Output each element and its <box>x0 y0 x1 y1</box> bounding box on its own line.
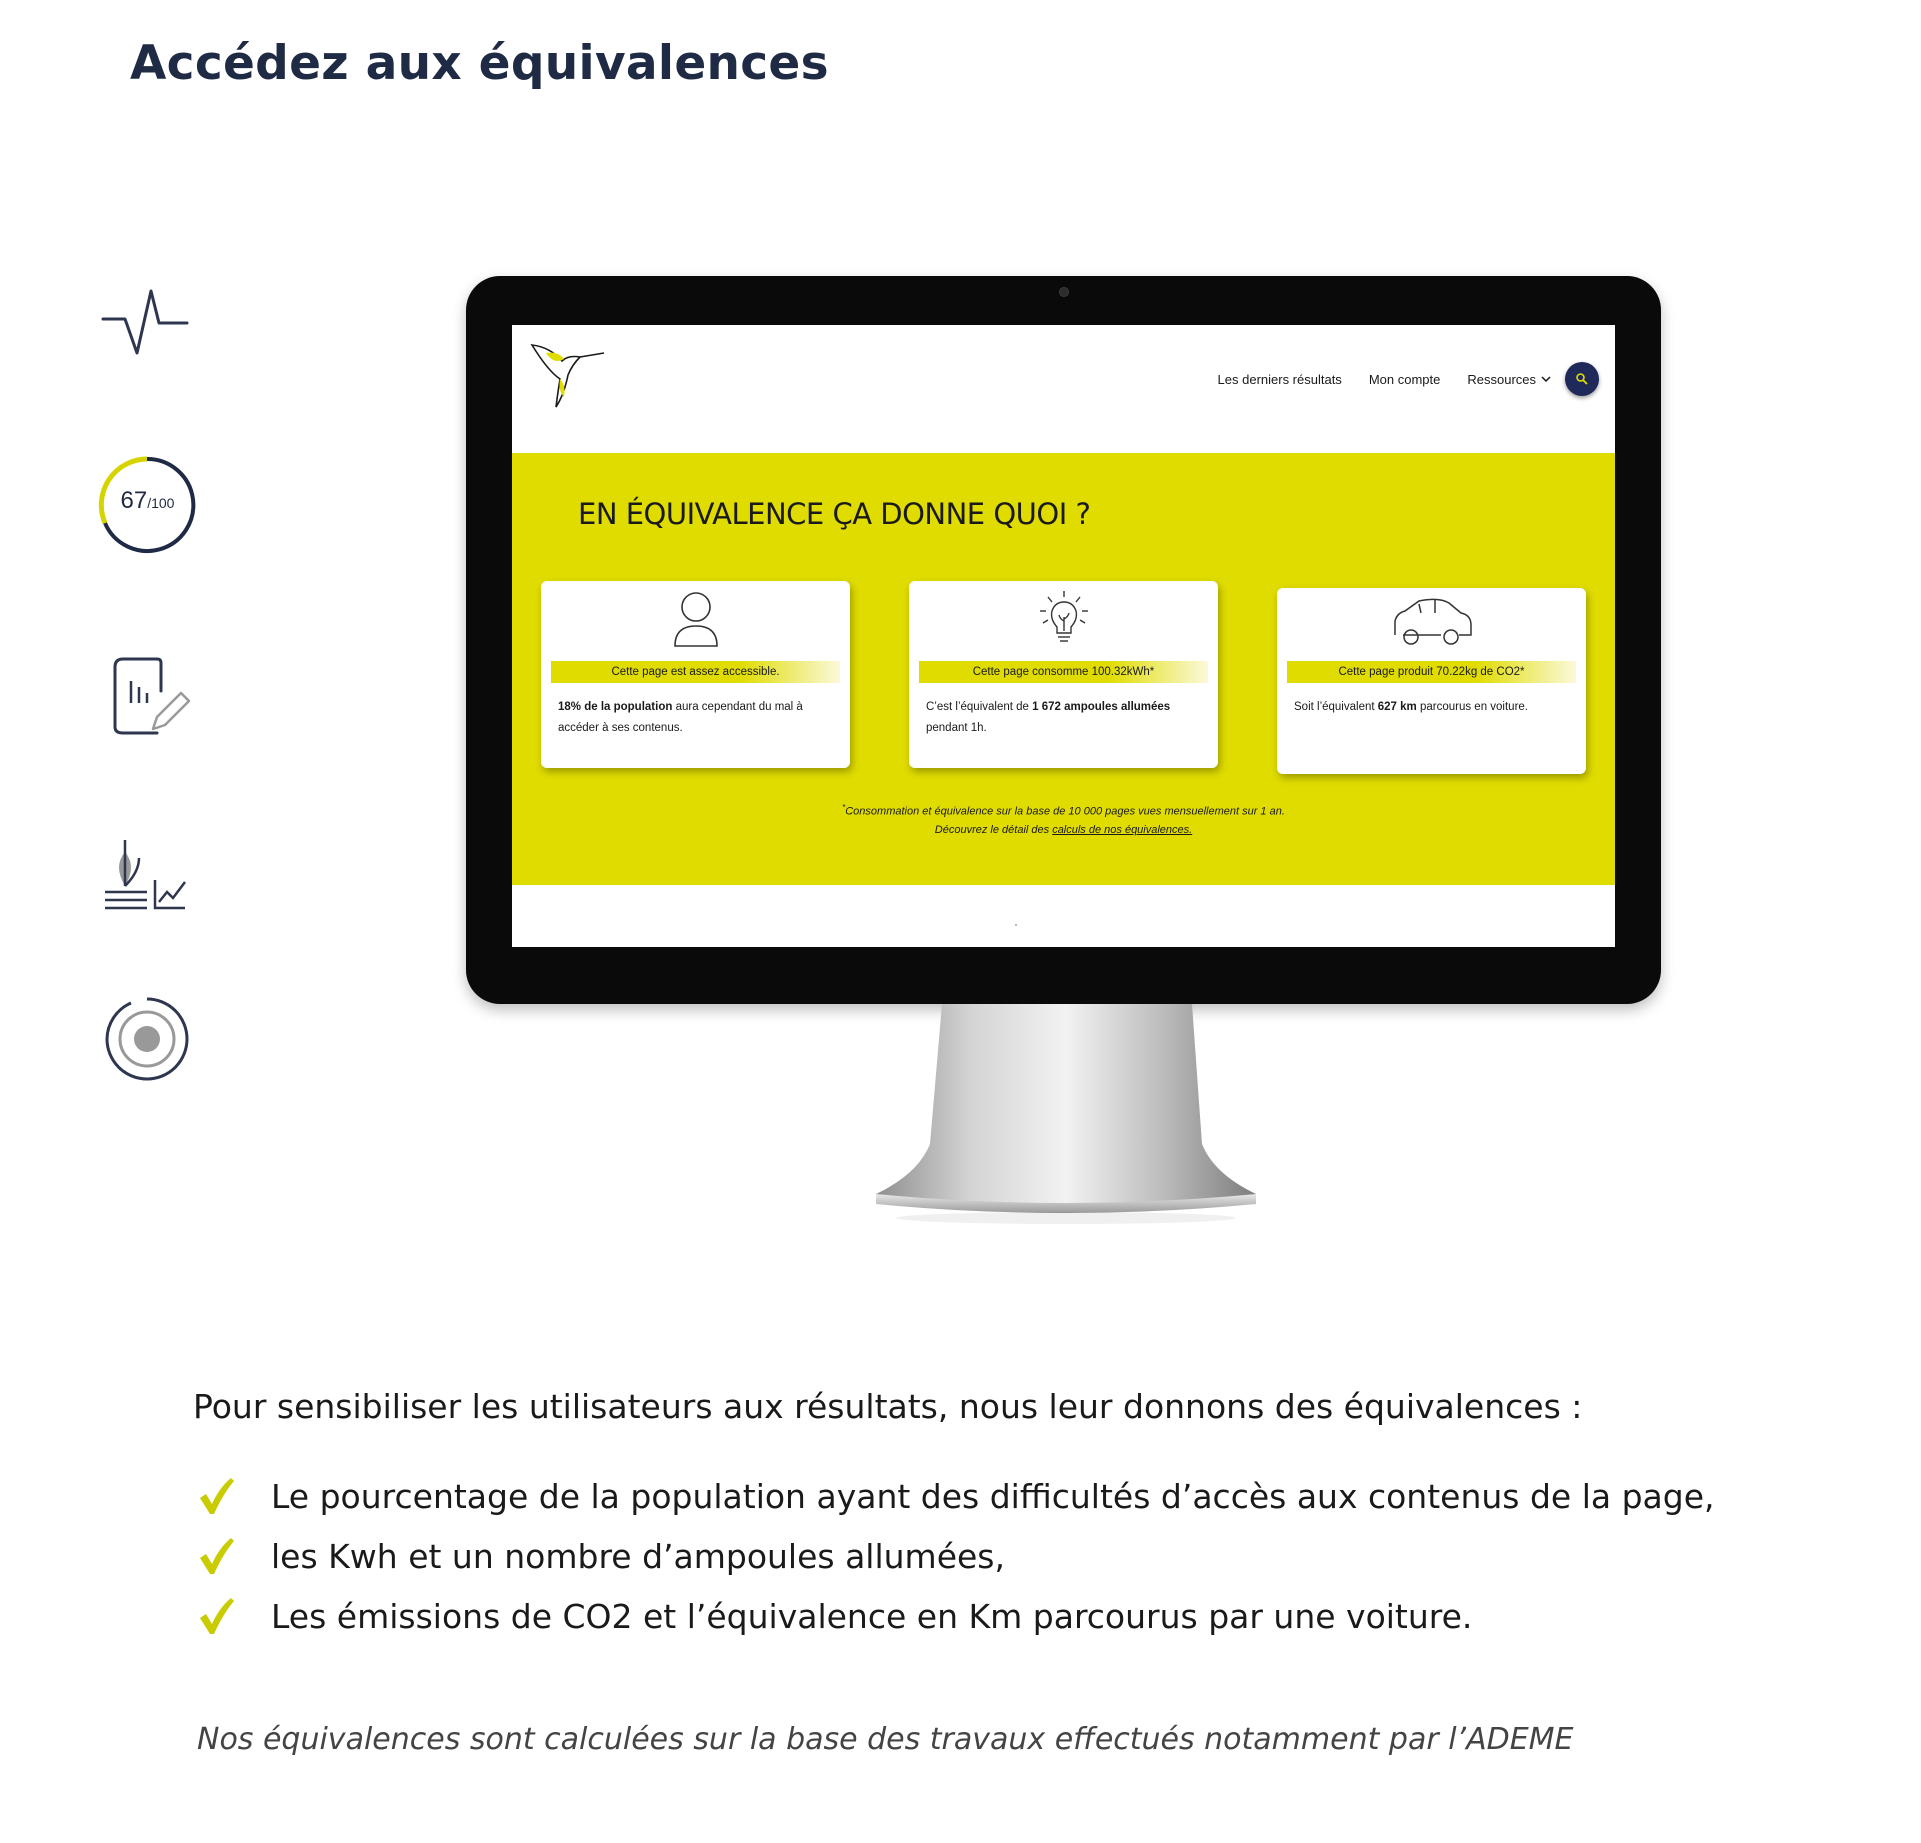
target-circles-icon <box>95 987 200 1092</box>
band-title: EN ÉQUIVALENCE ÇA DONNE QUOI ? <box>578 497 1091 531</box>
monitor-stand <box>876 1004 1256 1232</box>
page-title: Accédez aux équivalences <box>130 36 829 91</box>
list-item-text: Le pourcentage de la population ayant des difficultés d’accès aux contenus de la page, <box>271 1476 1715 1516</box>
nav-my-account[interactable]: Mon compte <box>1368 371 1441 387</box>
hummingbird-logo[interactable] <box>528 335 608 410</box>
card-co2 <box>1277 588 1586 774</box>
score-value: 67 <box>120 487 148 514</box>
score-gauge-icon <box>95 453 200 558</box>
card-highlight: Cette page est assez accessible. <box>551 661 840 683</box>
plant-growth-chart-icon <box>95 822 200 927</box>
list-item-text: les Kwh et un nombre d’ampoules allumées, <box>271 1536 1005 1576</box>
checkmark-icon <box>197 1536 235 1576</box>
score-total: /100 <box>147 495 175 511</box>
camera-dot <box>1059 287 1069 297</box>
car-icon <box>1389 595 1475 649</box>
footnote-text: Consommation et équivalence sur la base de 10 000 pages vues mensuellement sur 1 an. <box>845 805 1285 818</box>
card-energy <box>909 581 1218 768</box>
person-icon <box>673 590 719 648</box>
checkmark-icon <box>197 1476 235 1516</box>
list-item <box>197 1526 1715 1586</box>
card-rest-text: parcourus en voiture. <box>1416 701 1528 713</box>
chevron-down-icon <box>1541 376 1551 383</box>
equivalence-band <box>512 453 1615 885</box>
card-bold-text: 18% de la population <box>558 701 673 713</box>
list-item <box>197 1466 1715 1526</box>
checkmark-icon <box>197 1596 235 1636</box>
ademe-note: Nos équivalences sont calculées sur la base des travaux effectués notamment par l’ADEME <box>197 1722 1574 1757</box>
calculations-link[interactable]: calculs de nos équivalences. <box>1052 824 1193 836</box>
card-rest-text: pendant 1h. <box>926 722 987 734</box>
footnote-star: * <box>842 803 846 812</box>
nav-resources-label: Ressources <box>1467 371 1536 387</box>
card-bold-text: 1 672 ampoules allumées <box>1032 701 1171 713</box>
card-pre-text: C’est l’équivalent de <box>926 701 1033 713</box>
intro-text: Pour sensibiliser les utilisateurs aux résultats, nous leur donnons des équivalences : <box>193 1387 1583 1426</box>
list-item-text: Les émissions de CO2 et l’équivalence en Km parcourus par une voiture. <box>271 1596 1473 1636</box>
footnote-pre: Découvrez le détail des <box>934 824 1053 836</box>
footnote-line2 <box>512 824 1615 836</box>
report-edit-icon <box>95 645 200 750</box>
footnote-line1 <box>512 803 1615 818</box>
card-rest-text: aura cependant du mal à accéder à ses contenus. <box>558 701 803 734</box>
monitor-frame <box>466 276 1661 1004</box>
card-pre-text: Soit l’équivalent <box>1294 701 1378 713</box>
card-highlight: Cette page consomme 100.32kWh* <box>919 661 1208 683</box>
card-text <box>1294 697 1572 718</box>
search-icon <box>1575 372 1589 386</box>
pulse-icon <box>95 271 200 376</box>
equivalence-list <box>197 1466 1715 1646</box>
lightbulb-icon <box>1038 589 1090 647</box>
card-bold-text: 627 km <box>1377 701 1417 713</box>
main-nav <box>1218 362 1599 396</box>
card-accessibility <box>541 581 850 768</box>
card-text <box>558 697 836 739</box>
list-item <box>197 1586 1715 1646</box>
screen-dot <box>1015 924 1017 926</box>
website-screen <box>512 325 1615 947</box>
score-label <box>95 487 200 515</box>
search-button[interactable] <box>1565 362 1599 396</box>
nav-resources-dropdown[interactable] <box>1467 372 1551 387</box>
site-header <box>512 325 1615 453</box>
card-highlight: Cette page produit 70.22kg de CO2* <box>1287 661 1576 683</box>
nav-latest-results[interactable]: Les derniers résultats <box>1217 371 1342 387</box>
card-text <box>926 697 1204 739</box>
